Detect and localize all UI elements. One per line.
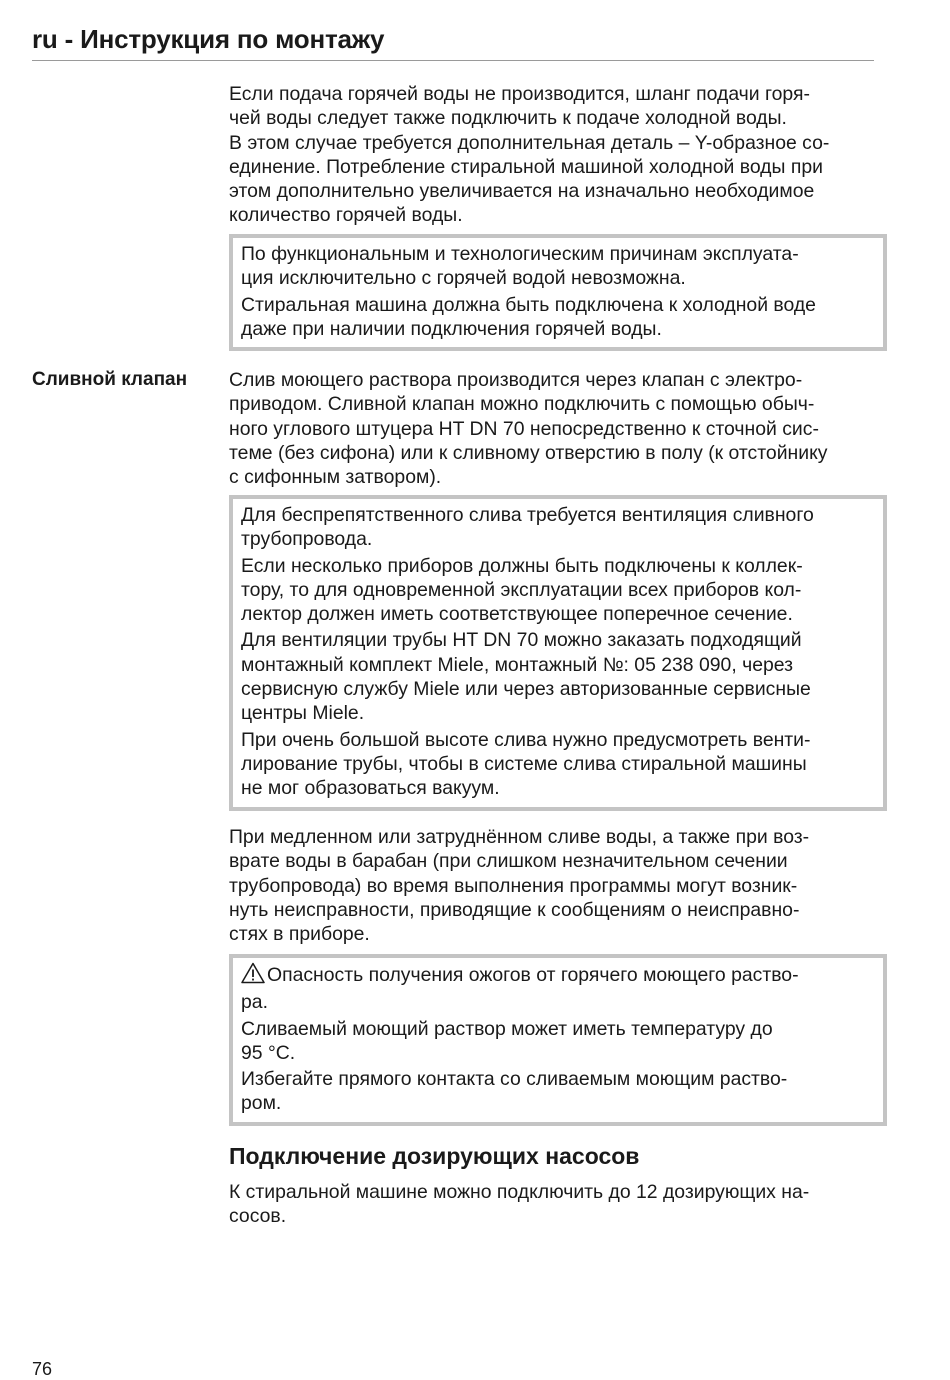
- slow-drain-line: При медленном или затруднённом сливе воды, а также при воз-: [229, 826, 810, 848]
- drain-line: теме (без сифона) или к сливному отверстию в полу (к отстойнику: [229, 441, 828, 464]
- warning-triangle-icon: [241, 962, 265, 990]
- slow-drain-line: стях в приборе.: [229, 923, 370, 946]
- drain-line: с сифонным затвором).: [229, 466, 442, 489]
- drain-line: ного углового штуцера HT DN 70 непосредственно к сточной сис-: [229, 417, 819, 440]
- drain-line: приводом. Сливной клапан можно подключить с помощью обыч-: [229, 393, 815, 416]
- intro-line: этом дополнительно увеличивается на изначально необходимое: [229, 180, 815, 203]
- note-line: не мог образоваться вакуум.: [241, 777, 500, 800]
- warning-paragraph: [241, 1017, 875, 1066]
- note-line: даже при наличии подключения горячей воды.: [241, 317, 662, 340]
- note-paragraph: [241, 554, 875, 627]
- dosing-pumps-paragraph: [229, 1180, 877, 1229]
- page-title: ru - Инструкция по монтажу: [32, 24, 385, 54]
- warning-line: Опасность получения ожогов от горячего моющего раство-: [267, 964, 799, 986]
- note-line: ция исключительно с горячей водой невозможна.: [241, 267, 686, 290]
- page-header: [32, 22, 874, 61]
- slow-drain-line: нуть неисправности, приводящие к сообщениям о неисправно-: [229, 898, 800, 921]
- warning-line: ром.: [241, 1092, 282, 1115]
- note-line: центры Miele.: [241, 702, 365, 725]
- note-paragraph: [241, 628, 875, 725]
- warning-paragraph: [241, 1067, 875, 1116]
- intro-line: чей воды следует также подключить к подаче холодной воды.: [229, 107, 787, 130]
- warning-line: Избегайте прямого контакта со сливаемым моющим раство-: [241, 1068, 788, 1091]
- note-line: Для вентиляции трубы HT DN 70 можно заказать подходящий: [241, 629, 802, 652]
- page-number: 76: [32, 1359, 53, 1379]
- warning-line: 95 °C.: [241, 1041, 296, 1064]
- note-line: Стиральная машина должна быть подключена к холодной воде: [241, 293, 816, 316]
- warning-line: ра.: [241, 991, 268, 1014]
- intro-paragraph: [229, 82, 877, 228]
- note-line: монтажный комплект Miele, монтажный №: 05 238 090, через: [241, 653, 794, 676]
- note-paragraph: [241, 503, 875, 552]
- section-title-dosing-pumps: Подключение дозирующих насосов: [229, 1143, 640, 1169]
- note-line: Для беспрепятственного слива требуется вентиляция сливного: [241, 504, 814, 526]
- note-paragraph: [241, 728, 875, 801]
- dosing-line: К стиральной машине можно подключить до 12 дозирующих на-: [229, 1181, 810, 1203]
- note-line: По функциональным и технологическим причинам эксплуата-: [241, 243, 799, 265]
- drain-valve-paragraph: [229, 368, 877, 489]
- note-line: сервисную службу Miele или через авторизованные сервисные: [241, 678, 811, 701]
- note-paragraph: [241, 242, 875, 291]
- dosing-line: сосов.: [229, 1205, 287, 1228]
- note-box-hot-water: [229, 234, 887, 351]
- intro-line: единение. Потребление стиральной машиной холодной воды при: [229, 155, 823, 178]
- intro-line: количество горячей воды.: [229, 204, 463, 227]
- note-box-ventilation: [229, 495, 887, 811]
- slow-drain-paragraph: [229, 825, 877, 946]
- intro-line: В этом случае требуется дополнительная деталь – Y-образное со-: [229, 131, 830, 154]
- note-line: лектор должен иметь соответствующее поперечное сечение.: [241, 603, 793, 626]
- warning-line: Сливаемый моющий раствор может иметь температуру до: [241, 1017, 773, 1040]
- note-line: тору, то для одновременной эксплуатации всех приборов кол-: [241, 578, 802, 601]
- warning-paragraph: [241, 962, 875, 1015]
- section-label-drain-valve: Сливной клапан: [32, 369, 188, 390]
- drain-line: Слив моющего раствора производится через клапан с электро-: [229, 369, 803, 391]
- note-line: Если несколько приборов должны быть подключены к коллек-: [241, 554, 803, 577]
- slow-drain-line: трубопровода) во время выполнения программы могут возник-: [229, 874, 798, 897]
- note-line: лирование трубы, чтобы в системе слива стиральной машины: [241, 752, 807, 775]
- slow-drain-line: врате воды в барабан (при слишком незначительном сечении: [229, 850, 788, 873]
- note-line: трубопровода.: [241, 528, 373, 551]
- intro-line: Если подача горячей воды не производится, шланг подачи горя-: [229, 83, 810, 105]
- note-line: При очень большой высоте слива нужно предусмотреть венти-: [241, 728, 811, 751]
- warning-box: [229, 954, 887, 1126]
- note-paragraph: [241, 293, 875, 342]
